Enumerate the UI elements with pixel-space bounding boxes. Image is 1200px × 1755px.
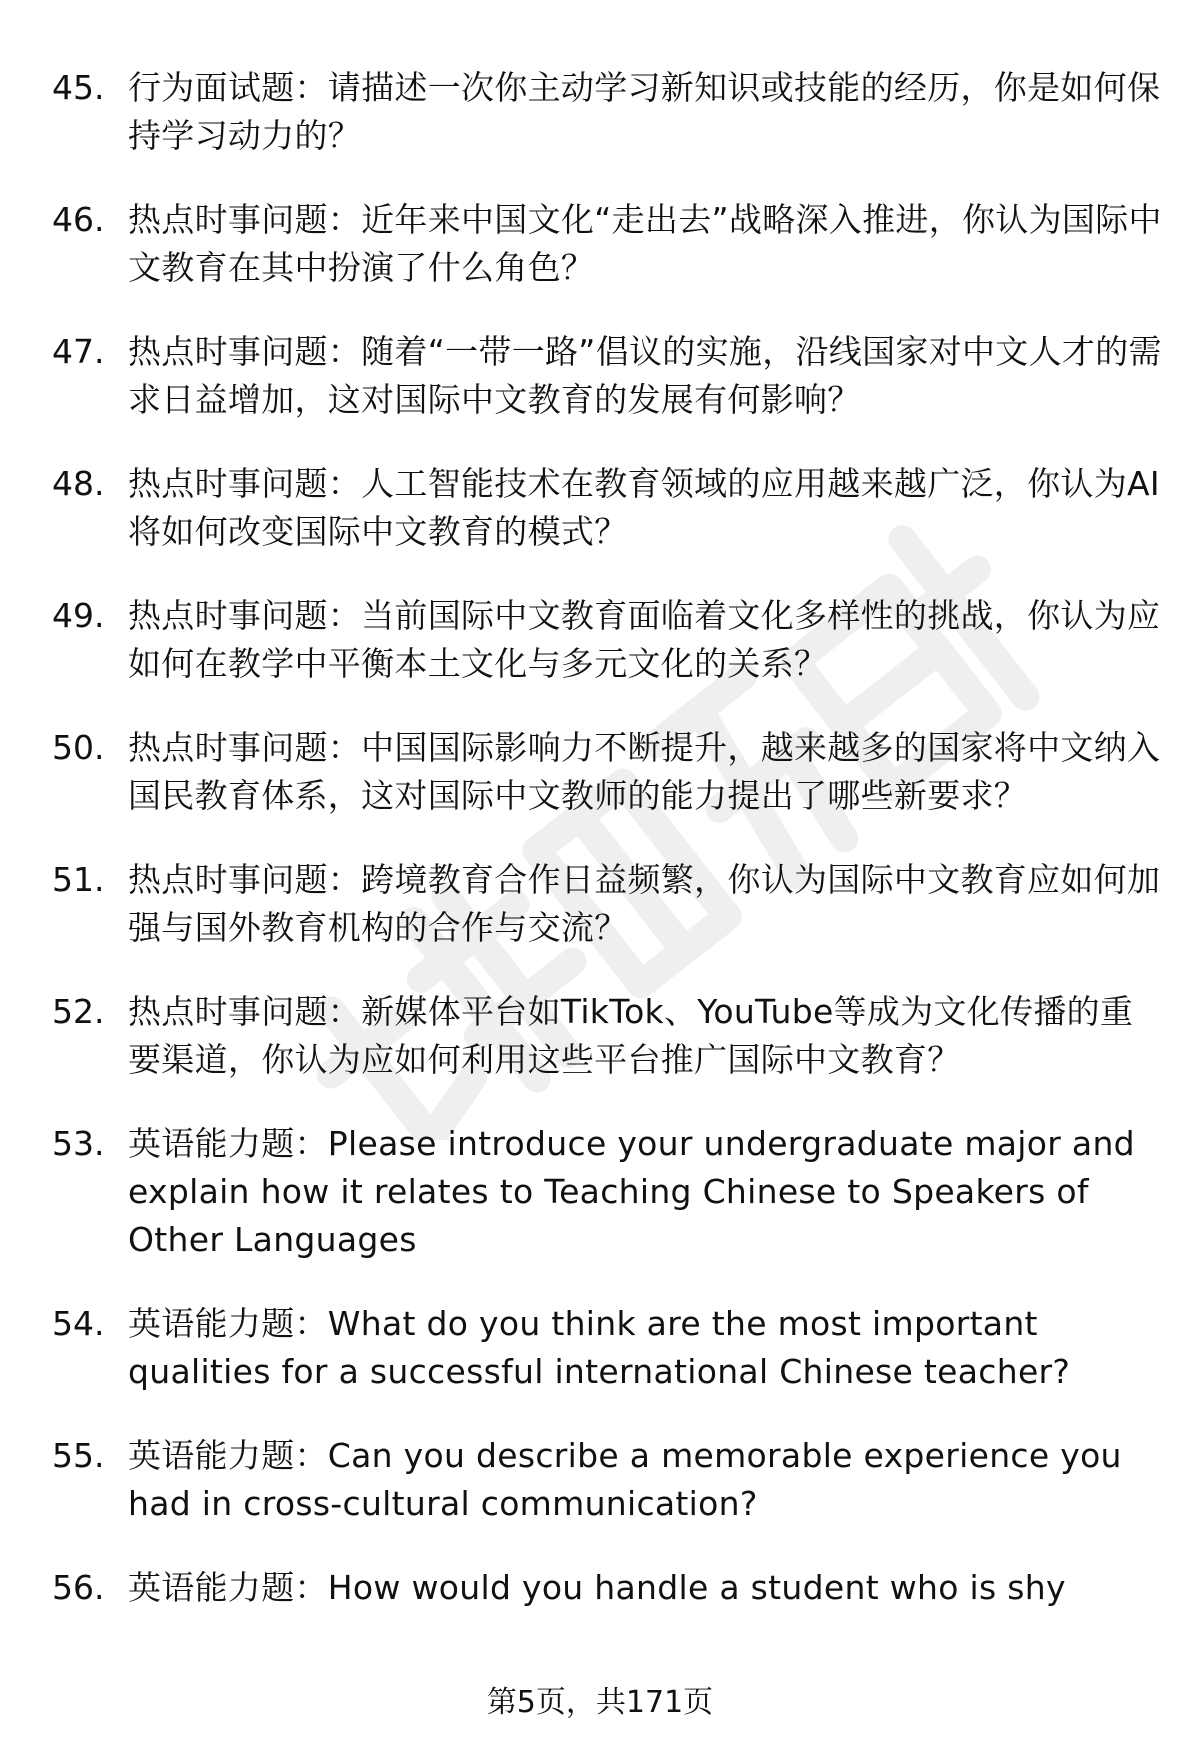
question-text: 热点时事问题：中国国际影响力不断提升，越来越多的国家将中文纳入国民教育体系，这对国际中文教师的能力提出了哪些新要求？ (128, 728, 1161, 815)
question-text: 英语能力题：Please introduce your undergraduate major and explain how it relates to Teaching Chinese to Speakers of Other Languages (128, 1124, 1135, 1259)
question-number: 52. (52, 992, 105, 1031)
question-text: 热点时事问题：近年来中国文化“走出去”战略深入推进，你认为国际中文教育在其中扮演了什么角色？ (128, 200, 1162, 287)
page-footer: 第5页，共171页 (486, 1685, 714, 1720)
question-number: 50. (52, 728, 105, 767)
question-item (52, 856, 1162, 952)
question-number: 56. (52, 1568, 105, 1607)
question-item (52, 460, 1162, 556)
question-text: 英语能力题：How would you handle a student who is shy (128, 1568, 1066, 1607)
question-number: 54. (52, 1304, 105, 1343)
question-text: 热点时事问题：新媒体平台如TikTok、YouTube等成为文化传播的重要渠道，你认为应如何利用这些平台推广国际中文教育？ (128, 992, 1134, 1079)
question-number: 47. (52, 332, 105, 371)
question-item (52, 1300, 1162, 1396)
question-number: 46. (52, 200, 105, 239)
question-item (52, 988, 1162, 1084)
question-number: 49. (52, 596, 105, 635)
question-item (52, 724, 1162, 820)
question-number: 55. (52, 1436, 105, 1475)
question-item (52, 1432, 1162, 1528)
question-text: 热点时事问题：跨境教育合作日益频繁，你认为国际中文教育应如何加强与国外教育机构的合作与交流？ (128, 860, 1161, 947)
question-text: 热点时事问题：人工智能技术在教育领域的应用越来越广泛，你认为AI将如何改变国际中文教育的模式？ (128, 464, 1160, 551)
question-text: 热点时事问题：随着“一带一路”倡议的实施，沿线国家对中文人才的需求日益增加，这对国际中文教育的发展有何影响？ (128, 332, 1162, 419)
question-item (52, 196, 1162, 292)
question-number: 48. (52, 464, 105, 503)
question-item (52, 592, 1162, 688)
question-item (52, 64, 1162, 160)
question-number: 53. (52, 1124, 105, 1163)
question-list (52, 64, 1162, 1648)
question-number: 51. (52, 860, 105, 899)
question-item (52, 1120, 1162, 1264)
question-item (52, 328, 1162, 424)
question-text: 行为面试题：请描述一次你主动学习新知识或技能的经历，你是如何保持学习动力的？ (128, 68, 1161, 155)
question-text: 热点时事问题：当前国际中文教育面临着文化多样性的挑战，你认为应如何在教学中平衡本土文化与多元文化的关系？ (128, 596, 1161, 683)
question-number: 45. (52, 68, 105, 107)
question-item (52, 1564, 1162, 1612)
question-text: 英语能力题：What do you think are the most important qualities for a successful international Chinese teacher? (128, 1304, 1071, 1391)
question-text: 英语能力题：Can you describe a memorable experience you had in cross-cultural communication? (128, 1436, 1122, 1523)
